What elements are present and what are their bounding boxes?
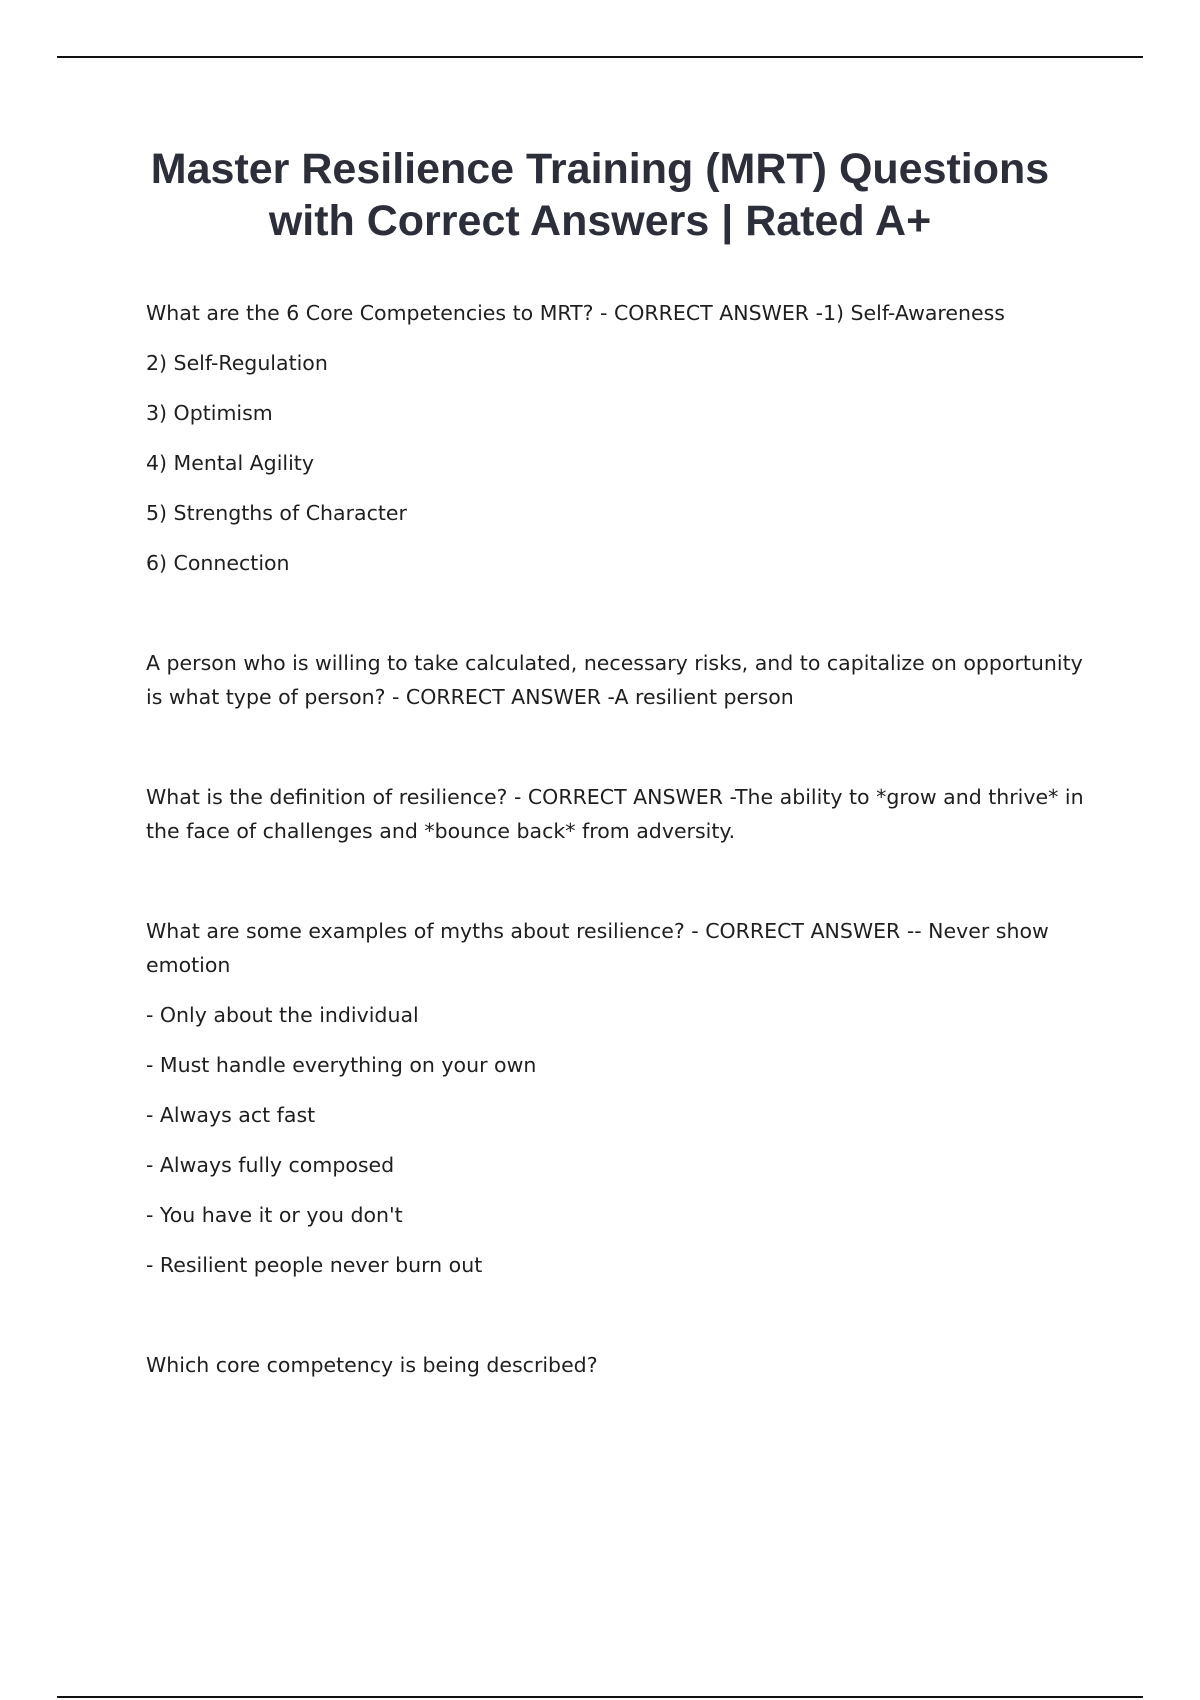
spacer (146, 730, 1096, 780)
question-core-competency-described: Which core competency is being described? (146, 1353, 598, 1377)
top-rule (57, 56, 1143, 58)
question-myths: What are some examples of myths about resilience? - CORRECT ANSWER -- Never show emotion (146, 919, 1049, 977)
answer-line: - Always fully composed (146, 1153, 395, 1177)
qa-item-core-competencies (146, 296, 1096, 580)
answer-line: 4) Mental Agility (146, 451, 314, 475)
answer-line: 2) Self-Regulation (146, 351, 328, 375)
title-line-1: Master Resilience Training (MRT) Questions (150, 145, 1050, 193)
title-line-2: with Correct Answers | Rated A+ (268, 197, 932, 245)
question-core-competencies: What are the 6 Core Competencies to MRT? - CORRECT ANSWER -1) Self-Awareness (146, 301, 1005, 325)
spacer (146, 1298, 1096, 1348)
answer-line: - You have it or you don't (146, 1203, 403, 1227)
document-title (100, 143, 1100, 247)
answer-line: - Must handle everything on your own (146, 1053, 537, 1077)
qa-item-definition (146, 780, 1096, 848)
answer-line: 3) Optimism (146, 401, 273, 425)
answer-line: - Always act fast (146, 1103, 316, 1127)
answer-line: 5) Strengths of Character (146, 501, 407, 525)
bottom-rule (57, 1696, 1143, 1698)
answer-line: - Only about the individual (146, 1003, 419, 1027)
qa-item-resilient-person (146, 646, 1096, 714)
qa-item-core-competency-described (146, 1348, 1096, 1382)
answer-line: 6) Connection (146, 551, 290, 575)
spacer (146, 596, 1096, 646)
spacer (146, 864, 1096, 914)
answer-line: - Resilient people never burn out (146, 1253, 483, 1277)
question-resilient-person: A person who is willing to take calculated, necessary risks, and to capitalize on opportunity is what type of person? - CORRECT ANSWER -A resilient person (146, 651, 1083, 709)
question-definition: What is the definition of resilience? - CORRECT ANSWER -The ability to *grow and thrive* in the face of challenges and *bounce back* from adversity. (146, 785, 1084, 843)
qa-content (146, 296, 1096, 1398)
qa-item-myths (146, 914, 1096, 1282)
